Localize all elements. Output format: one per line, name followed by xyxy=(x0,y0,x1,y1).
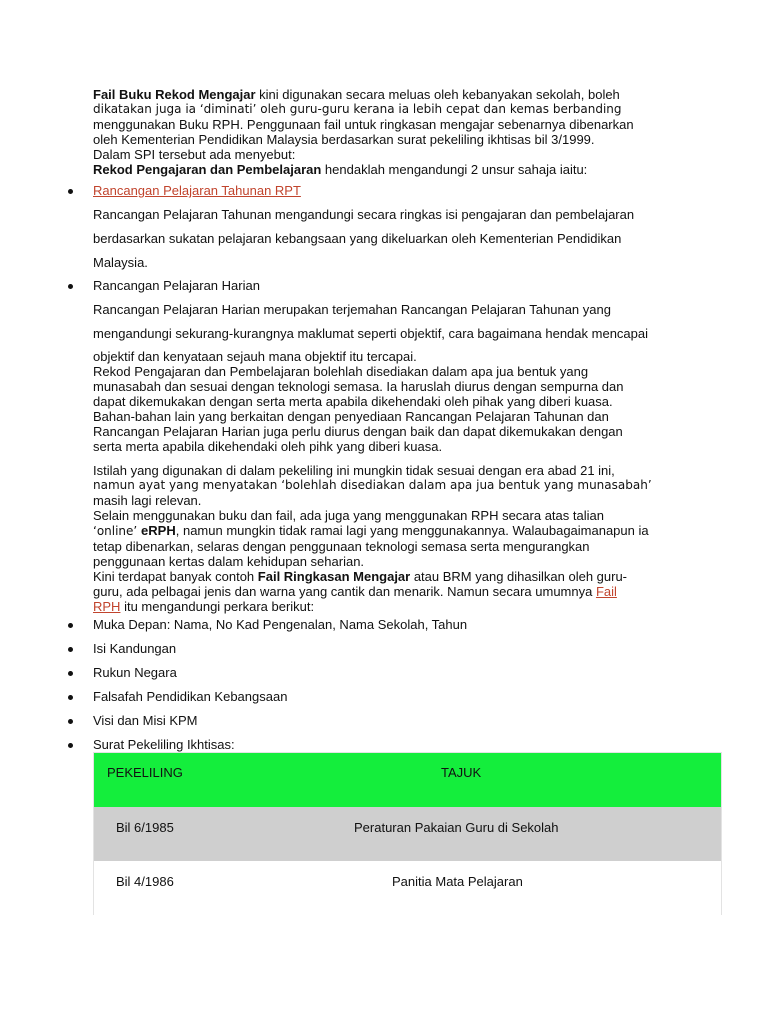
bullet-icon xyxy=(68,671,73,676)
cell-tajuk: Panitia Mata Pelajaran xyxy=(392,874,523,889)
list-item-label: Rukun Negara xyxy=(93,665,177,680)
list-item-label: Isi Kandungan xyxy=(93,641,177,656)
istilah-line-4: Selain menggunakan buku dan fail, ada juga yang menggunakan RPH secara atas talian xyxy=(93,508,604,523)
rpt-desc-line-1: Rancangan Pelajaran Tahunan mengandungi secara ringkas isi pengajaran dan pembelajaran xyxy=(93,207,635,222)
istilah-line-2: namun ayat yang menyatakan ‘bolehlah disediakan dalam apa jua bentuk yang munasabah’ xyxy=(93,478,652,492)
intro-line-1 xyxy=(93,87,678,102)
istilah-line-1: Istilah yang digunakan di dalam pekeliling ini mungkin tidak sesuai dengan era abad 21 ini, xyxy=(93,463,615,478)
rekod-line-1: Rekod Pengajaran dan Pembelajaran bolehlah disediakan dalam apa jua bentuk yang xyxy=(93,364,589,379)
cell-pekeliling: Bil 6/1985 xyxy=(116,820,174,835)
bullet-icon xyxy=(68,189,73,194)
list-item-muka-depan xyxy=(0,617,700,633)
istilah-line-8 xyxy=(93,569,678,584)
istilah-line-9-text: guru, ada pelbagai jenis dan warna yang cantik dan menarik. Namun secara umumnya xyxy=(93,584,596,599)
rekod-line-6: serta merta apabila dikehendaki oleh pihk yang diberi kuasa. xyxy=(93,439,443,454)
list-item-label: Visi dan Misi KPM xyxy=(93,713,198,728)
table-row xyxy=(94,807,721,861)
list-item-surat-pekeliling xyxy=(0,737,700,753)
fail-rph-link-part-2[interactable]: RPH xyxy=(93,599,121,614)
rph-label: Rancangan Pelajaran Harian xyxy=(93,278,260,293)
istilah-line-10 xyxy=(93,599,678,614)
rekod-line-3: dapat dikemukakan dengan serta merta apabila dikehendaki oleh pihak yang diberi kuasa. xyxy=(93,394,613,409)
istilah-line-10-text: itu mengandungi perkara berikut: xyxy=(120,599,315,614)
istilah-paragraph xyxy=(93,463,678,614)
istilah-line-8-text: Kini terdapat banyak contoh xyxy=(93,569,258,584)
list-item-falsafah xyxy=(0,689,700,705)
istilah-line-5-text: , namun mungkin tidak ramai lagi yang menggunakannya. Walaubagaimanapun ia xyxy=(175,523,649,538)
erph-bold-term: eRPH xyxy=(141,523,176,538)
fail-ringkasan-bold-term: Fail Ringkasan Mengajar xyxy=(257,569,411,584)
list-item-label: Surat Pekeliling Ikhtisas: xyxy=(93,737,235,752)
rph-desc-line-1: Rancangan Pelajaran Harian merupakan terjemahan Rancangan Pelajaran Tahunan yang xyxy=(93,302,611,317)
istilah-line-7: penggunaan kertas dalam kehidupan seharian. xyxy=(93,554,365,569)
intro-paragraph xyxy=(93,87,678,177)
table-header-row xyxy=(94,753,721,807)
rekod-line-2: munasabah dan sesuai dengan teknologi semasa. Ia haruslah diurus dengan sempurna dan xyxy=(93,379,624,394)
bullet-icon xyxy=(68,743,73,748)
intro-line-1-text: kini digunakan secara meluas oleh kebanyakan sekolah, boleh xyxy=(255,87,620,102)
istilah-line-9 xyxy=(93,584,678,599)
intro-line-2: dikatakan juga ia ‘diminati’ oleh guru-guru kerana ia lebih cepat dan kemas berbanding xyxy=(93,102,622,116)
rekod-line-4: Bahan-bahan lain yang berkaitan dengan penyediaan Rancangan Pelajaran Tahunan dan xyxy=(93,409,609,424)
intro-line-3: menggunakan Buku RPH. Penggunaan fail untuk ringkasan mengajar sebenarnya dibenarkan xyxy=(93,117,634,132)
rpt-link[interactable]: Rancangan Pelajaran Tahunan RPT xyxy=(93,183,301,198)
header-pekeliling: PEKELILING xyxy=(107,765,183,780)
bullet-icon xyxy=(68,623,73,628)
intro-line-6 xyxy=(93,162,678,177)
fail-rph-link-part-1[interactable]: Fail xyxy=(595,584,617,599)
rekod-bold-term: Rekod Pengajaran dan Pembelajaran xyxy=(93,162,322,177)
istilah-line-6: tetap dibenarkan, selaras dengan penggunaan teknologi semasa serta mengurangkan xyxy=(93,539,590,554)
header-tajuk: TAJUK xyxy=(441,765,482,780)
list-item-label: Falsafah Pendidikan Kebangsaan xyxy=(93,689,288,704)
intro-line-5: Dalam SPI tersebut ada menyebut: xyxy=(93,147,296,162)
rekod-paragraph xyxy=(93,364,678,454)
rekod-line-5: Rancangan Pelajaran Harian juga perlu diurus dengan baik dan dapat dikemukakan dengan xyxy=(93,424,623,439)
list-item-isi-kandungan xyxy=(0,641,700,657)
pekeliling-table xyxy=(93,752,722,915)
list-item-rpt xyxy=(0,183,700,199)
intro-line-4: oleh Kementerian Pendidikan Malaysia berdasarkan surat pekeliling ikhtisas bil 3/1999. xyxy=(93,132,595,147)
intro-line-6-text: hendaklah mengandungi 2 unsur sahaja iaitu: xyxy=(321,162,588,177)
table-row xyxy=(94,861,721,915)
list-item-label: Muka Depan: Nama, No Kad Pengenalan, Nama Sekolah, Tahun xyxy=(93,617,468,632)
list-item-rph xyxy=(0,278,700,294)
cell-pekeliling: Bil 4/1986 xyxy=(116,874,174,889)
rpt-desc-line-3: Malaysia. xyxy=(93,255,148,270)
cell-tajuk: Peraturan Pakaian Guru di Sekolah xyxy=(354,820,559,835)
bullet-icon xyxy=(68,719,73,724)
list-item-visi-misi xyxy=(0,713,700,729)
intro-bold-term: Fail Buku Rekod Mengajar xyxy=(93,87,256,102)
list-item-rukun-negara xyxy=(0,665,700,681)
istilah-line-3: masih lagi relevan. xyxy=(93,493,202,508)
online-term: ‘online’ xyxy=(93,524,142,538)
bullet-icon xyxy=(68,647,73,652)
istilah-line-5 xyxy=(93,523,678,539)
rph-desc-line-3: objektif dan kenyataan sejauh mana objektif itu tercapai. xyxy=(93,349,417,364)
bullet-icon xyxy=(68,284,73,289)
rph-desc-line-2: mengandungi sekurang-kurangnya maklumat seperti objektif, cara bagaimana hendak mencapai xyxy=(93,326,649,341)
bullet-icon xyxy=(68,695,73,700)
rpt-desc-line-2: berdasarkan sukatan pelajaran kebangsaan yang dikeluarkan oleh Kementerian Pendidikan xyxy=(93,231,622,246)
istilah-line-8-rest: atau BRM yang dihasilkan oleh guru- xyxy=(410,569,628,584)
